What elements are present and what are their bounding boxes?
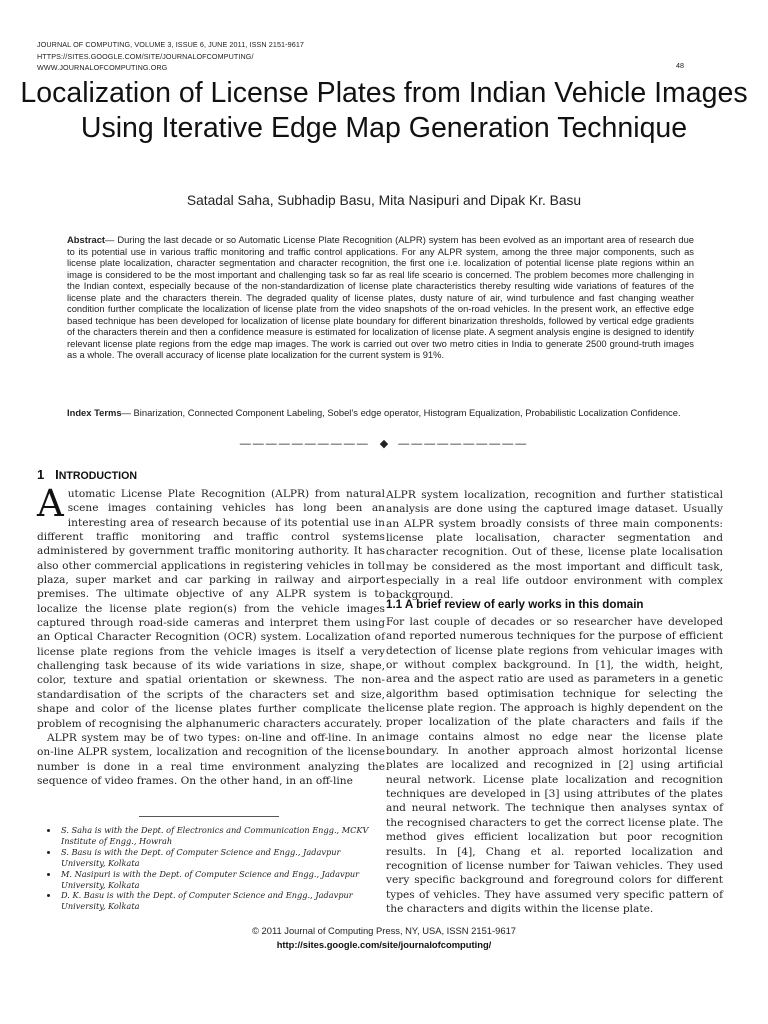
right-column-bottom xyxy=(386,615,723,916)
footnote-item: • S. Basu is with the Dept. of Computer Science and Engg., Jadavpur University, Kolkata xyxy=(59,847,387,869)
index-terms-text: Binarization, Connected Component Labeling, Sobel’s edge operator, Histogram Equalization, Probabilistic Localization Confidence. xyxy=(133,407,681,418)
index-terms-dash: — xyxy=(121,407,134,418)
abstract xyxy=(67,234,694,361)
abstract-label: Abstract xyxy=(67,234,106,245)
footnote-item: • D. K. Basu is with the Dept. of Computer Science and Engg., Jadavpur University, Kolkata xyxy=(59,890,387,912)
intro-paragraph-3: ALPR system localization, recognition and further statistical analysis are done using the captured image dataset. Usually an ALPR system broadly consists of three main components: license plate localisation, character segmentation and character recognition. Out of these, license plate localisation may be considered as the most important and difficult task, especially in a real life outdoor environment with complex background. xyxy=(386,489,723,602)
review-paragraph: For last couple of decades or so researcher have developed and reported numerous techniques for the purpose of efficient detection of license plate regions from vehicular images with or without complex background. In [1], the width, height, area and the aspect ratio are used as parameters in a genetic algorithm based optimisation technique for selecting the license plate region. The approach is highly dependent on the proper localization of the plate characters and fails if the image contains almost no edge near the license plate boundary. In another approach almost horizontal license plates are localized and recognized in [2] using artificial neural network. License plate localization and recognition techniques are developed in [3] using attributes of the plates and neural network. The technique then analyses syntax of the recognised characters to get the correct license plate. The method gives efficient localization but poor recognition results. In [4], Chang et al. reported localization and recognition of license number for Taiwan vehicles. They used very specific background and foreground colors for different types of vehicles. They have assumed very specific pattern of the characters and digits within the license plate. xyxy=(386,616,723,915)
right-column-top xyxy=(386,488,723,603)
abstract-text: During the last decade or so Automatic License Plate Recognition (ALPR) system has been evolved as an important area of research due to its potential use in various traffic monitoring and traffic control applications. For any ALPR system, among the three major components, such as license plate localization, character segmentation and character recognition, the first one i.e. localization of potential license plate regions within an image is considered to be the most important and challenging task so far as real life sceario is concerned. The problem becomes more challenging in the Indian context, especially because of the non-standardization of license plate characteristics thereby resulting wide variations of features of the license plate and the characters therein. The degraded quality of license plates, dusty nature of air, wind turbulence and fast changing weather condition further complicate the localization of license plate from the video snapshots of the on-road vehicles. In the present work, an effective edge based technique has been developed for localization of license plate boundary for different binarization thresholds, followed by vertical edge gradients of the characters therein and then a confidence measure is estimated for localization of license plate. A segment analysis engine is designed to identify relevant license plate regions from the edge map images. The work is carried out over two metro cities in India to generate 2500 ground-truth images as a whole. The overall accuracy of license plate localization for the current system is 91%. xyxy=(67,234,694,361)
footnote-item: • S. Saha is with the Dept. of Electronics and Communication Engg., MCKV Institute of Engg., Howrah xyxy=(59,825,387,847)
separator-left-rule: —————————— xyxy=(239,438,370,450)
footnote-divider xyxy=(139,816,279,817)
journal-header-line1: JOURNAL OF COMPUTING, VOLUME 3, ISSUE 6, JUNE 2011, ISSN 2151-9617 xyxy=(37,40,305,49)
author-list: Satadal Saha, Subhadip Basu, Mita Nasipuri and Dipak Kr. Basu xyxy=(186,193,582,208)
subsection-heading: 1.1 A brief review of early works in this domain xyxy=(386,598,644,611)
paper-title: Localization of License Plates from Indian Vehicle Images Using Iterative Edge Map Generation Technique xyxy=(20,77,748,144)
section-heading-introduction xyxy=(37,467,137,482)
journal-header-line2: HTTPS://SITES.GOOGLE.COM/SITE/JOURNALOFCOMPUTING/ xyxy=(37,51,254,61)
abstract-dash: — xyxy=(105,234,118,245)
page-number: 48 xyxy=(676,61,684,70)
section-title-rest: NTRODUCTION xyxy=(58,470,137,482)
section-title-initial: I xyxy=(55,467,59,482)
index-terms xyxy=(67,407,694,419)
intro-paragraph-1 xyxy=(37,482,385,731)
diamond-icon: ◆ xyxy=(379,438,389,450)
left-column xyxy=(37,482,385,788)
section-number: 1 xyxy=(37,467,45,482)
section-separator xyxy=(0,437,768,450)
separator-right-rule: —————————— xyxy=(398,438,529,450)
journal-header-line3: WWW.JOURNALOFCOMPUTING.ORG xyxy=(37,63,168,72)
affiliation-footnotes xyxy=(37,825,387,912)
copyright-notice: © 2011 Journal of Computing Press, NY, USA, ISSN 2151-9617 xyxy=(252,925,516,936)
footnote-item: • M. Nasipuri is with the Dept. of Computer Science and Engg., Jadavpur University, Kolkata xyxy=(59,869,387,891)
drop-cap: A xyxy=(37,482,64,525)
intro-paragraph-2: ALPR system may be of two types: on-line and off-line. In an on-line ALPR system, localization and recognition of the license number is done in a real time environment analyzing the sequence of video frames. On the other hand, in an off-line xyxy=(37,731,385,787)
journal-header xyxy=(37,39,304,74)
index-terms-label: Index Terms xyxy=(67,407,122,418)
intro-paragraph-1-text: utomatic License Plate Recognition (ALPR) from natural scene images containing vehicles has long been an interesting area of research because of its potential use in different traffic monitoring and traffic control systems administered by government traffic monitoring authority. It has also other commercial applications in registering vehicles in toll plaza, super market and car parking in railway and airport premises. The ultimate objective of any ALPR system is to localize the license plate region(s) from the vehicle images captured through road-side cameras and interpret them using an Optical Character Recognition (OCR) system. Localization of license plate regions from the vehicle images is itself a very challenging task because of its wide variations in size, shape, color, texture and spatial orientation or skewness. The non-standardisation of the scripts of the characters set and size, shape and color of the license plates further complicate the problem of recognising the alphanumeric characters accurately. xyxy=(37,488,385,730)
journal-url: http://sites.google.com/site/journalofcomputing/ xyxy=(276,939,492,950)
